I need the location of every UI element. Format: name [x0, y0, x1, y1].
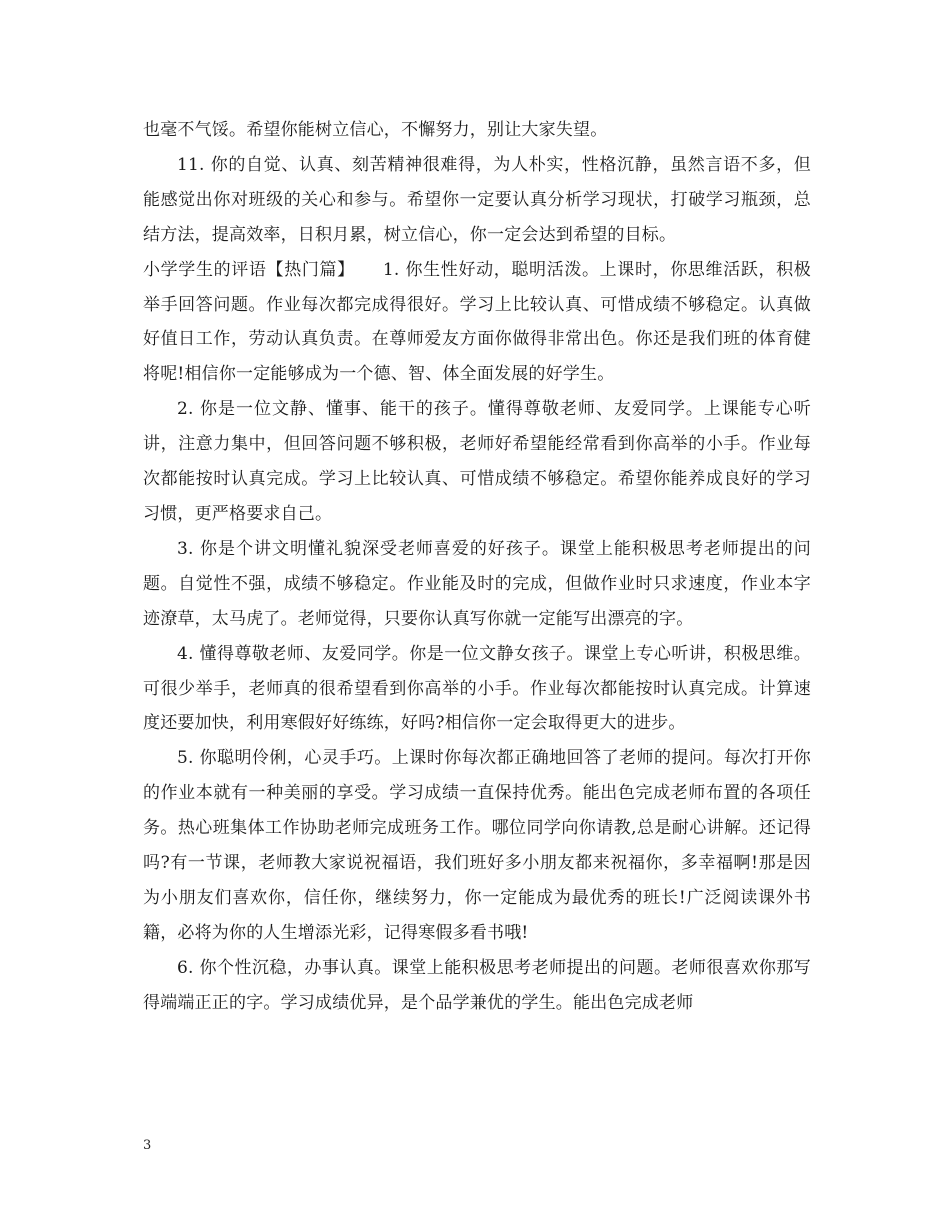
paragraph-text: 3. 你是个讲文明懂礼貌深受老师喜爱的好孩子。课堂上能积极思考老师提出的问题。自觉性不强，成绩不够稳定。作业能及时的完成，但做作业时只求速度，作业本字迹潦草，太马虎了。老师觉得，只要你认真写你就一定能写出漂亮的字。 — [143, 538, 811, 629]
paragraph-text: 6. 你个性沉稳，办事认真。课堂上能积极思考老师提出的问题。老师很喜欢你那写得端端正正的字。学习成绩优异，是个品学兼优的学生。能出色完成老师 — [143, 957, 811, 1013]
paragraph-item-2 — [143, 392, 811, 532]
paragraph-text: 4. 懂得尊敬老师、友爱同学。你是一位文静女孩子。课堂上专心听讲，积极思维。可很少举手，老师真的很希望看到你高举的小手。作业每次都能按时认真完成。计算速度还要加快，利用寒假好好练练，好吗?相信你一定会取得更大的进步。 — [143, 643, 811, 734]
paragraph-text: 5. 你聪明伶俐，心灵手巧。上课时你每次都正确地回答了老师的提问。每次打开你的作业本就有一种美丽的享受。学习成绩一直保持优秀。能出色完成老师布置的各项任务。热心班集体工作协助老师完成班务工作。哪位同学向你请教,总是耐心讲解。还记得吗?有一节课，老师教大家说祝福语，我们班好多小朋友都来祝福你，多幸福啊!那是因为小朋友们喜欢你，信任你，继续努力，你一定能成为最优秀的班长!广泛阅读课外书籍，必将为你的人生增添光彩，记得寒假多看书哦! — [143, 748, 811, 943]
paragraph-item-6 — [143, 951, 811, 1021]
section-heading: 小学学生的评语【热门篇】 — [143, 259, 355, 280]
paragraph-item-3 — [143, 532, 811, 637]
paragraph-item-4 — [143, 637, 811, 742]
paragraph-continuation — [143, 113, 811, 148]
document-body — [143, 113, 811, 1021]
paragraph-text: 11. 你的自觉、认真、刻苦精神很难得，为人朴实，性格沉静，虽然言语不多，但能感觉出你对班级的关心和参与。希望你一定要认真分析学习现状，打破学习瓶颈，总结方法，提高效率，日积月累，树立信心，你一定会达到希望的目标。 — [143, 154, 811, 245]
paragraph-item-11 — [143, 148, 811, 253]
paragraph-item-5 — [143, 741, 811, 950]
paragraph-section-start — [143, 253, 811, 393]
paragraph-text: 也毫不气馁。希望你能树立信心，不懈努力，别让大家失望。 — [143, 120, 608, 140]
paragraph-text: 1. 你生性好动，聪明活泼。上课时，你思维活跃，积极举手回答问题。作业每次都完成得很好。学习上比较认真、可惜成绩不够稳定。认真做好值日工作，劳动认真负责。在尊师爱友方面你做得非常出色。你还是我们班的体育健将呢!相信你一定能够成为一个德、智、体全面发展的好学生。 — [143, 259, 811, 385]
page-number: 3 — [143, 1138, 152, 1153]
paragraph-text: 2. 你是一位文静、懂事、能干的孩子。懂得尊敬老师、友爱同学。上课能专心听讲，注意力集中，但回答问题不够积极，老师好希望能经常看到你高举的小手。作业每次都能按时认真完成。学习上比较认真、可惜成绩不够稳定。希望你能养成良好的学习习惯，更严格要求自己。 — [143, 399, 811, 524]
